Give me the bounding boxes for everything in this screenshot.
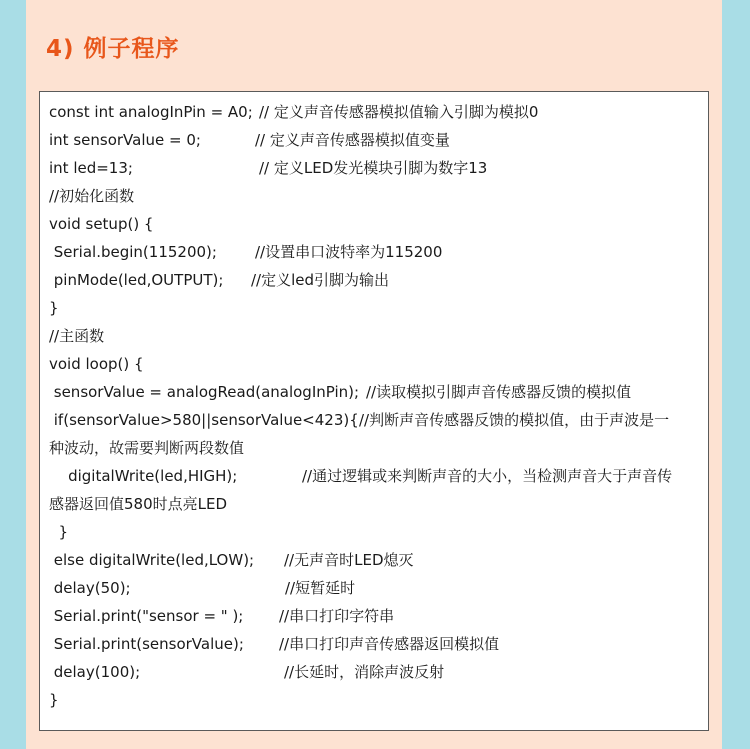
code-text: //主函数: [49, 327, 105, 345]
code-line: [49, 130, 450, 150]
code-line: [49, 158, 488, 178]
code-text: const int analogInPin = A0;: [49, 103, 253, 121]
code-line: [49, 550, 414, 570]
code-line: [49, 606, 395, 626]
code-line: [49, 242, 443, 262]
code-line: [49, 298, 59, 318]
code-line: [49, 186, 134, 206]
code-line: [49, 494, 227, 514]
code-text: delay(50);: [49, 579, 131, 597]
code-line: [49, 270, 390, 290]
code-text: delay(100);: [49, 663, 141, 681]
code-text: Serial.begin(115200);: [49, 243, 217, 261]
code-text: pinMode(led,OUTPUT);: [49, 271, 224, 289]
code-line: [49, 466, 673, 486]
code-text: void loop() {: [49, 355, 144, 373]
code-comment: //读取模拟引脚声音传感器反馈的模拟值: [366, 383, 632, 401]
code-line: [49, 690, 59, 710]
code-comment: //串口打印声音传感器返回模拟值: [279, 635, 500, 653]
code-comment: //长延时，消除声波反射: [284, 663, 445, 681]
code-comment: //无声音时LED熄灭: [284, 551, 414, 569]
code-comment: // 定义声音传感器模拟值变量: [255, 131, 450, 149]
code-line: [49, 438, 244, 458]
code-text: //初始化函数: [49, 187, 135, 205]
code-comment: //判断声音传感器反馈的模拟值，由于声波是一: [359, 411, 670, 429]
code-line: [49, 102, 539, 122]
code-text: digitalWrite(led,HIGH);: [49, 467, 238, 485]
code-text: void setup() {: [49, 215, 154, 233]
code-block: [39, 91, 709, 731]
code-comment: //定义led引脚为输出: [251, 271, 390, 289]
code-comment: // 定义声音传感器模拟值输入引脚为模拟0: [259, 103, 539, 121]
code-text: sensorValue = analogRead(analogInPin);: [49, 383, 360, 401]
code-text: int sensorValue = 0;: [49, 131, 201, 149]
code-comment: //通过逻辑或来判断声音的大小，当检测声音大于声音传: [302, 467, 673, 485]
code-comment: // 定义LED发光模块引脚为数字13: [259, 159, 488, 177]
code-text: else digitalWrite(led,LOW);: [49, 551, 255, 569]
code-line: [49, 662, 445, 682]
code-text: }: [49, 523, 69, 541]
code-line: [49, 634, 500, 654]
code-line: [49, 410, 670, 430]
code-line: [49, 382, 632, 402]
code-text: }: [49, 299, 59, 317]
code-line: [49, 354, 144, 374]
code-comment: //串口打印字符串: [279, 607, 395, 625]
section-heading: 4) 例子程序: [46, 36, 180, 62]
code-text: int led=13;: [49, 159, 133, 177]
code-comment: //设置串口波特率为115200: [255, 243, 443, 261]
code-line: [49, 214, 153, 234]
code-text: 种波动，故需要判断两段数值: [49, 439, 245, 457]
code-line: [49, 578, 356, 598]
code-comment: //短暂延时: [285, 579, 356, 597]
code-text: 感器返回值580时点亮LED: [49, 495, 228, 513]
code-text: if(sensorValue>580||sensorValue<423){: [49, 411, 359, 429]
code-line: [49, 522, 68, 542]
code-text: Serial.print(sensorValue);: [49, 635, 244, 653]
code-text: Serial.print("sensor = " );: [49, 607, 244, 625]
code-text: }: [49, 691, 59, 709]
code-line: [49, 326, 104, 346]
